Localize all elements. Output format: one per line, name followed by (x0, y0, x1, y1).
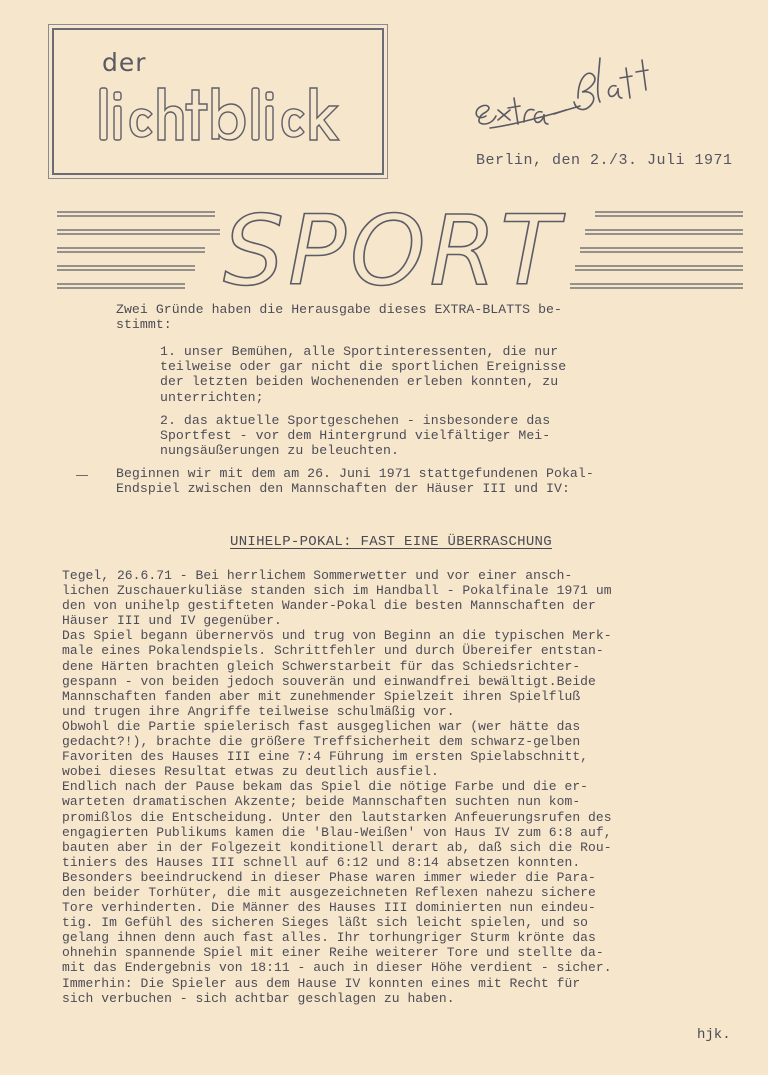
logo-lichtblick-wordmark (94, 80, 344, 150)
article-headline: UNIHELP-POKAL: FAST EINE ÜBERRASCHUNG (230, 534, 552, 550)
intro-reason-1: 1. unser Bemühen, alle Sportinteressenten, die nur teilweise oder gar nicht die sportlichen Ereignisse der letzten beiden Wochenenden erleben konnten, zu unterrichten; (160, 344, 567, 405)
sport-banner (55, 200, 745, 300)
masthead-logo-box (52, 28, 384, 175)
author-signature: hjk. (697, 1027, 731, 1043)
sport-title: SPORT (223, 200, 563, 300)
intro-reason-2: 2. das aktuelle Sportgeschehen - insbesondere das Sportfest - vor dem Hintergrund vielfältiger Mei- nungsäußerungen zu beleuchten. (160, 413, 551, 459)
margin-dash (76, 475, 88, 476)
intro-begin: Beginnen wir mit dem am 26. Juni 1971 stattgefundenen Pokal- Endspiel zwischen den Mannschaften der Häuser III und IV: (116, 466, 594, 497)
extra-blatt-script (468, 38, 698, 148)
dateline: Berlin, den 2./3. Juli 1971 (476, 152, 733, 169)
article-body: Tegel, 26.6.71 - Bei herrlichem Sommerwetter und vor einer ansch- lichen Zuschauerkuliäse standen sich im Handball - Pokalfinale 1971 um den von unihelp gestifteten Wander-Pokal die besten Mannschaften der Häuser III und IV gegenüber. Das Spiel begann übernervös und trug von Beginn an die typischen Merk- male eines Pokalendspiels. Schrittfehler und durch Übereifer entstan- dene Härten brachten gleich Schwerstarbeit für das Schiedsrichter- gespann - von beiden jedoch souverän und einwandfrei bewältigt.Beide Mannschaften fanden aber mit zunehmender Spielzeit ihren Spielfluß und trugen ihre Angriffe teilweise schulmäßig vor. Obwohl die Partie spielerisch fast ausgeglichen war (wer hätte das gedacht?!), brachte die größere Treffsicherheit dem schwarz-gelben Favoriten des Hauses III eine 7:4 Führung im ersten Spielabschnitt, wobei dieses Resultat etwas zu deutlich ausfiel. Endlich nach der Pause bekam das Spiel die nötige Farbe und die er- warteten dramatischen Akzente; beide Mannschaften suchten nun kom- promißlos die Entscheidung. Unter den lautstarken Anfeuerungsrufen des engagierten Publikums kamen die 'Blau-Weißen' von Haus IV zum 6:8 auf, bauten aber in der Folgezeit konditionell derart ab, daß sich die Rou- tiniers des Hauses III schnell auf 6:12 und 8:14 absetzen konnten. Besonders beeindruckend in dieser Phase waren immer wieder die Para- den beider Torhüter, die mit ausgezeichneten Reflexen nahezu sichere Tore verhinderten. Die Männer des Hauses III dominierten nun eindeu- tig. Im Gefühl des sicheren Sieges läßt sich leicht spielen, und so gelang ihnen denn auch fast alles. Ihr torhungriger Sturm krönte das ohnehin spannende Spiel mit einer Reihe weiterer Tore und stellte da- mit das Endergebnis von 18:11 - auch in dieser Höhe verdient - sicher. Immerhin: Die Spieler aus dem Hause IV konnten eines mit Recht für sich verbuchen - sich achtbar geschlagen zu haben. (62, 568, 612, 1006)
intro-lead: Zwei Gründe haben die Herausgabe dieses EXTRA-BLATTS be- stimmt: (116, 302, 562, 333)
logo-der-text: der (102, 48, 147, 77)
